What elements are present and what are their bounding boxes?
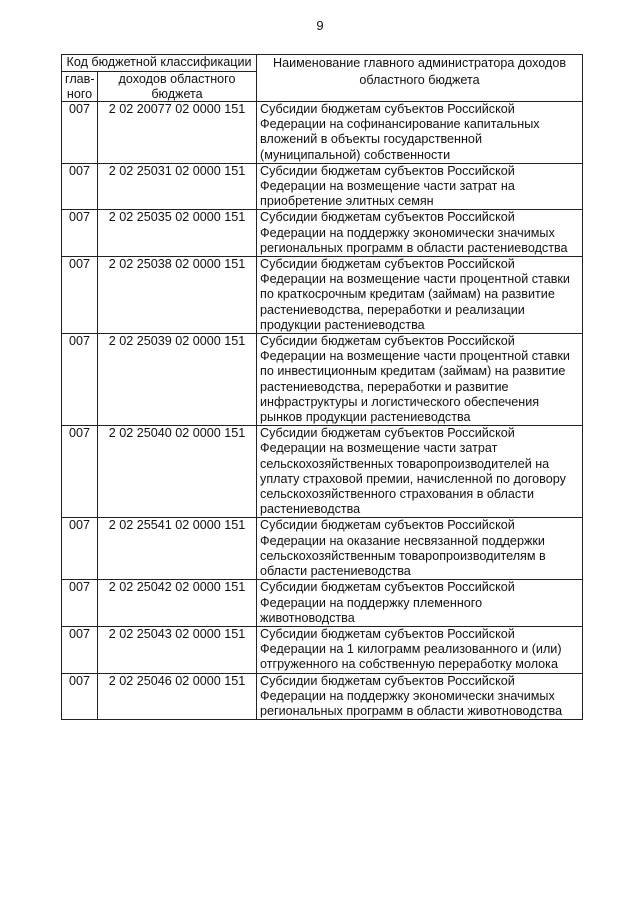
revenue-name-cell: Субсидии бюджетам субъектов Российской Федерации на возмещение части затрат на приобретение элитных семян (257, 163, 583, 210)
revenue-name-cell: Субсидии бюджетам субъектов Российской Федерации на софинансирование капитальных вложений в объекты государственной (муниципальной) собственности (257, 102, 583, 164)
admin-code-cell: 007 (62, 426, 98, 518)
admin-code-cell: 007 (62, 626, 98, 673)
table-row (62, 580, 583, 627)
table-row (62, 518, 583, 580)
table-row (62, 102, 583, 164)
revenue-code-cell: 2 02 25042 02 0000 151 (98, 580, 257, 627)
revenue-code-cell: 2 02 25040 02 0000 151 (98, 426, 257, 518)
revenue-code-cell: 2 02 25541 02 0000 151 (98, 518, 257, 580)
table-row (62, 163, 583, 210)
admin-code-cell: 007 (62, 334, 98, 426)
table-row (62, 210, 583, 257)
budget-classification-table (61, 54, 583, 720)
admin-code-cell: 007 (62, 210, 98, 257)
revenue-name-cell: Субсидии бюджетам субъектов Российской Федерации на 1 килограмм реализованного и (или) отгруженного на собственную переработку молока (257, 626, 583, 673)
admin-code-cell: 007 (62, 163, 98, 210)
admin-code-cell: 007 (62, 518, 98, 580)
admin-code-cell: 007 (62, 580, 98, 627)
table-row (62, 426, 583, 518)
table-row (62, 334, 583, 426)
admin-code-cell: 007 (62, 673, 98, 720)
page-number: 9 (316, 18, 324, 33)
revenue-code-cell: 2 02 25035 02 0000 151 (98, 210, 257, 257)
revenue-name-cell: Субсидии бюджетам субъектов Российской Федерации на возмещение части процентной ставки по краткосрочным кредитам (займам) на развитие растениеводства, переработки и реализации продукции растениеводства (257, 257, 583, 334)
revenue-name-cell: Субсидии бюджетам субъектов Российской Федерации на поддержку экономически значимых региональных программ в области животноводства (257, 673, 583, 720)
revenue-code-cell: 2 02 25031 02 0000 151 (98, 163, 257, 210)
admin-code-cell: 007 (62, 102, 98, 164)
admin-code-cell: 007 (62, 257, 98, 334)
header-administrator-name: Наименование главного администратора доходов областного бюджета (257, 55, 583, 102)
revenue-code-cell: 2 02 25038 02 0000 151 (98, 257, 257, 334)
revenue-name-cell: Субсидии бюджетам субъектов Российской Федерации на возмещение части затрат сельскохозяйственных товаропроизводителей на уплату страховой премии, начисленной по договору сельскохозяйственного страхования в области растениеводства (257, 426, 583, 518)
table-row (62, 673, 583, 720)
table-row (62, 257, 583, 334)
revenue-code-cell: 2 02 25039 02 0000 151 (98, 334, 257, 426)
revenue-code-cell: 2 02 25043 02 0000 151 (98, 626, 257, 673)
table-header (62, 55, 583, 102)
revenue-name-cell: Субсидии бюджетам субъектов Российской Федерации на оказание несвязанной поддержки сельскохозяйственным товаропроизводителям в области растениеводства (257, 518, 583, 580)
header-regional-revenue: доходов областного бюджета (98, 72, 257, 102)
table-row (62, 626, 583, 673)
revenue-name-cell: Субсидии бюджетам субъектов Российской Федерации на поддержку экономически значимых региональных программ в области растениеводства (257, 210, 583, 257)
header-budget-classification-code: Код бюджетной классификации (62, 55, 257, 72)
header-main-administrator: глав-ного (62, 72, 98, 102)
revenue-code-cell: 2 02 20077 02 0000 151 (98, 102, 257, 164)
revenue-code-cell: 2 02 25046 02 0000 151 (98, 673, 257, 720)
table-body (62, 102, 583, 720)
revenue-name-cell: Субсидии бюджетам субъектов Российской Федерации на возмещение части процентной ставки по инвестиционным кредитам (займам) на развитие растениеводства, переработки и развитие инфраструктуры и логистического обеспечения рынков продукции растениеводства (257, 334, 583, 426)
revenue-name-cell: Субсидии бюджетам субъектов Российской Федерации на поддержку племенного животноводства (257, 580, 583, 627)
